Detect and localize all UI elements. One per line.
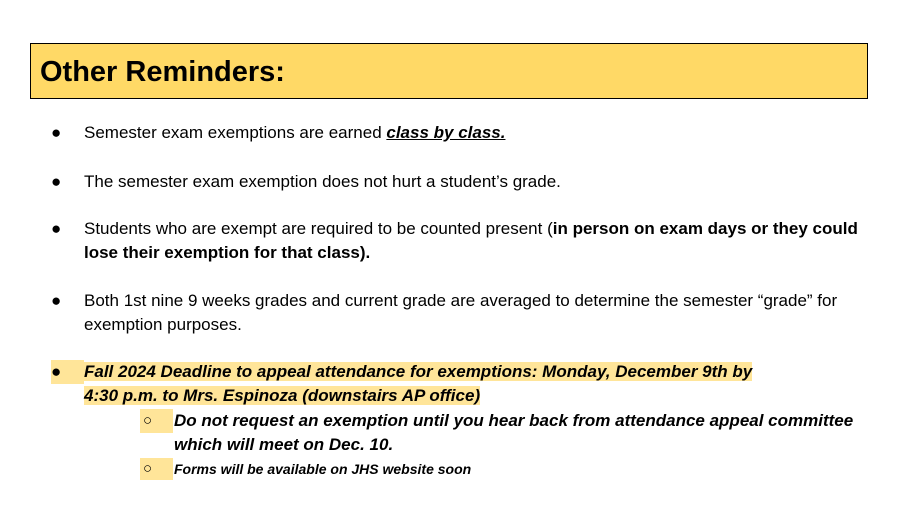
bullet-emphasis: class by class. — [386, 123, 506, 142]
bullet-text-line1: Fall 2024 Deadline to appeal attendance for exemptions: Monday, December 9th by — [84, 362, 753, 381]
sub-bullet-item-wait-for-appeal — [174, 409, 854, 457]
bullet-text: Students who are exempt are required to be counted present ( — [84, 219, 553, 238]
sub-bullet-text: Do not request an exemption until you hear back from attendance appeal committee which will meet on Dec. 10. — [174, 411, 854, 454]
bullet-item-exemptions-earned — [84, 121, 864, 145]
page-title: Other Reminders: — [40, 56, 285, 88]
sub-bullet-marker: ○ — [140, 409, 173, 433]
bullet-item-grade-not-hurt — [84, 170, 864, 194]
bullet-text-line2: 4:30 p.m. to Mrs. Espinoza (downstairs AP office) — [84, 386, 481, 405]
bullet-item-grades-averaged — [84, 289, 844, 337]
bullet-text: The semester exam exemption does not hurt a student’s grade. — [84, 172, 561, 191]
bullet-emphasis: in person on exam days or they could lose their exemption for that class). — [84, 219, 858, 262]
bullet-text: Semester exam exemptions are earned — [84, 123, 387, 142]
sub-bullet-marker: ○ — [140, 458, 173, 480]
bullet-marker: ● — [51, 291, 62, 310]
sub-bullet-item-forms-available — [174, 458, 864, 480]
bullet-text: Both 1st nine 9 weeks grades and current grade are averaged to determine the semester “grade” for exemption purposes. — [84, 291, 838, 334]
bullet-marker: ● — [51, 123, 62, 142]
bullet-marker: ● — [51, 219, 62, 238]
sub-bullet-text: Forms will be available on JHS website soon — [174, 461, 472, 477]
bullet-marker: ● — [51, 360, 84, 384]
bullet-item-counted-present — [84, 217, 859, 265]
title-banner — [30, 43, 868, 99]
bullet-marker: ● — [51, 172, 62, 191]
bullet-item-appeal-deadline — [84, 360, 874, 408]
